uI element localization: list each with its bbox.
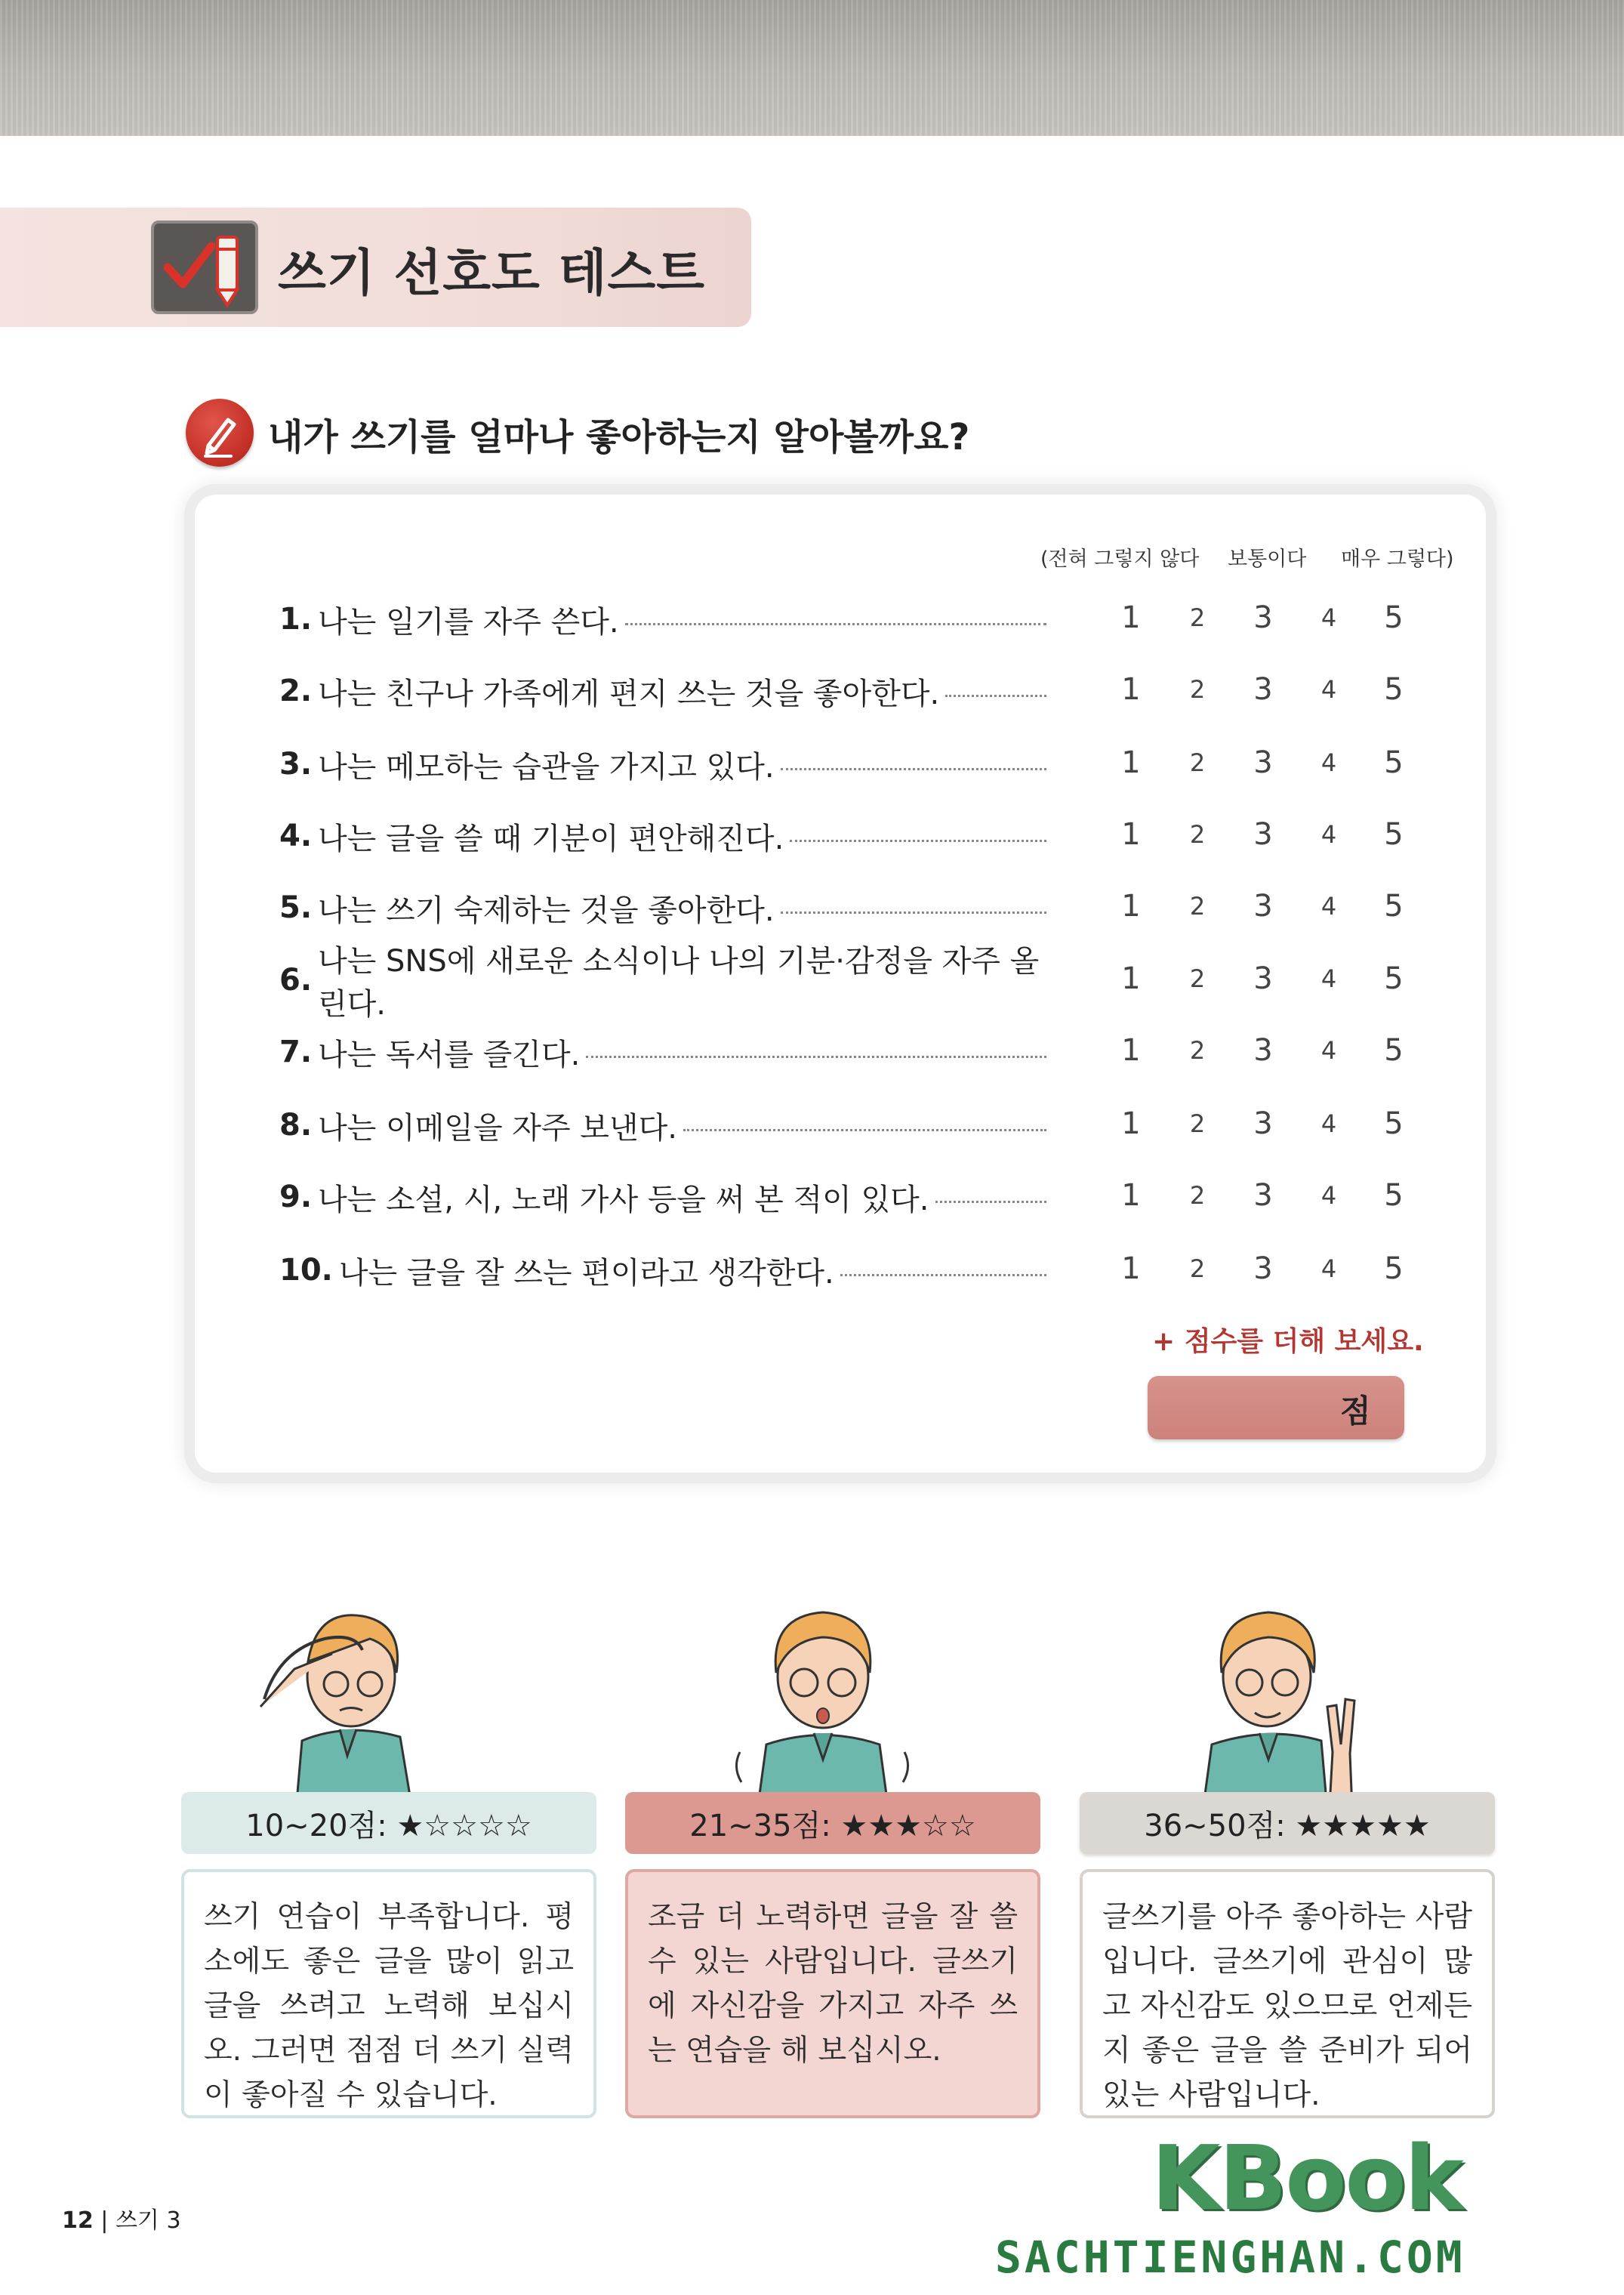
rating-option-5[interactable]: 5 <box>1384 1106 1404 1141</box>
leader-dots <box>945 695 1046 697</box>
rating-option-1[interactable]: 1 <box>1121 672 1141 707</box>
survey-item-text: 나는 소설, 시, 노래 가사 등을 써 본 적이 있다. <box>318 1182 929 1217</box>
rating-option-2[interactable]: 2 <box>1189 820 1206 849</box>
rating-option-5[interactable]: 5 <box>1384 961 1404 996</box>
score-unit: 점 <box>1340 1393 1371 1430</box>
survey-item-text: 나는 쓰기 숙제하는 것을 좋아한다. <box>318 893 775 928</box>
rating-option-1[interactable]: 1 <box>1121 1106 1141 1141</box>
survey-item-number: 6. <box>279 963 313 998</box>
rating-option-3[interactable]: 3 <box>1253 889 1273 924</box>
survey-item-1 <box>279 597 1049 642</box>
header-texture-band <box>0 0 1624 136</box>
survey-item-number: 3. <box>279 747 313 782</box>
rating-option-1[interactable]: 1 <box>1121 1178 1141 1213</box>
character-embarrassed <box>249 1578 445 1828</box>
leader-dots <box>625 623 1046 625</box>
survey-item-9 <box>279 1174 1049 1220</box>
rating-option-4[interactable]: 4 <box>1320 1254 1337 1283</box>
survey-item-text: 나는 메모하는 습관을 가지고 있다. <box>318 749 775 785</box>
result-text-mid: 조금 더 노력하면 글을 잘 쓸 수 있는 사람입니다. 글쓰기에 자신감을 가지고 자주 쓰는 연습을 해 보십시오. <box>625 1869 1040 2118</box>
survey-item-10 <box>279 1248 1049 1293</box>
rating-option-4[interactable]: 4 <box>1320 964 1337 993</box>
rating-option-2[interactable]: 2 <box>1189 675 1206 704</box>
survey-item-number: 9. <box>279 1180 313 1214</box>
survey-item-7 <box>279 1029 1049 1075</box>
footer-separator: | <box>100 2207 116 2234</box>
rating-option-2[interactable]: 2 <box>1189 1109 1206 1138</box>
rating-option-4[interactable]: 4 <box>1320 892 1337 921</box>
result-text-low: 쓰기 연습이 부족합니다. 평소에도 좋은 글을 많이 읽고 글을 쓰려고 노력해 보십시오. 그러면 점점 더 쓰기 실력이 좋아질 수 있습니다. <box>181 1869 596 2118</box>
rating-option-1[interactable]: 1 <box>1121 961 1141 996</box>
checklist-pencil-icon <box>151 221 258 314</box>
rating-option-4[interactable]: 4 <box>1320 1109 1337 1138</box>
rating-option-2[interactable]: 2 <box>1189 1181 1206 1210</box>
leader-dots <box>781 768 1046 770</box>
survey-item-text: 나는 글을 쓸 때 기분이 편안해진다. <box>318 821 784 856</box>
rating-option-5[interactable]: 5 <box>1384 889 1404 924</box>
survey-item-3 <box>279 742 1049 787</box>
survey-item-number: 2. <box>279 674 313 708</box>
leader-dots <box>586 1056 1046 1058</box>
rating-option-5[interactable]: 5 <box>1384 1178 1404 1213</box>
rating-option-2[interactable]: 2 <box>1189 1036 1206 1065</box>
survey-item-8 <box>279 1103 1049 1148</box>
rating-option-4[interactable]: 4 <box>1320 1181 1337 1210</box>
rating-option-2[interactable]: 2 <box>1189 964 1206 993</box>
rating-option-5[interactable]: 5 <box>1384 745 1404 780</box>
survey-item-number: 8. <box>279 1108 313 1143</box>
book-title: 쓰기 3 <box>115 2207 181 2234</box>
leader-dots <box>781 912 1046 914</box>
survey-item-text: 나는 SNS에 새로운 소식이나 나의 기분·감정을 자주 올린다. <box>318 944 1040 1022</box>
rating-option-3[interactable]: 3 <box>1253 672 1273 707</box>
watermark-brand: KBook <box>1151 2126 1462 2230</box>
pencil-badge-icon <box>186 399 254 467</box>
rating-option-5[interactable]: 5 <box>1384 817 1404 852</box>
rating-option-3[interactable]: 3 <box>1253 1251 1273 1286</box>
leader-dots <box>790 840 1046 842</box>
result-range-mid: 21~35점: ★★★☆☆ <box>625 1792 1040 1854</box>
rating-option-3[interactable]: 3 <box>1253 1178 1273 1213</box>
rating-option-5[interactable]: 5 <box>1384 600 1404 635</box>
survey-item-2 <box>279 668 1049 714</box>
leader-dots <box>683 1129 1046 1131</box>
result-text-high: 글쓰기를 아주 좋아하는 사람입니다. 글쓰기에 관심이 많고 자신감도 있으므로 언제든지 좋은 글을 쓸 준비가 되어 있는 사람입니다. <box>1080 1869 1495 2118</box>
survey-item-4 <box>279 813 1049 859</box>
rating-option-3[interactable]: 3 <box>1253 1106 1273 1141</box>
survey-item-number: 1. <box>279 602 313 637</box>
rating-option-5[interactable]: 5 <box>1384 672 1404 707</box>
scale-label-high: 매우 그렇다) <box>1341 548 1454 571</box>
rating-option-3[interactable]: 3 <box>1253 600 1273 635</box>
result-range-low: 10~20점: ★☆☆☆☆ <box>181 1792 596 1854</box>
rating-option-5[interactable]: 5 <box>1384 1251 1404 1286</box>
rating-option-5[interactable]: 5 <box>1384 1033 1404 1068</box>
survey-item-5 <box>279 885 1049 930</box>
rating-option-1[interactable]: 1 <box>1121 1033 1141 1068</box>
question-heading: 내가 쓰기를 얼마나 좋아하는지 알아볼까요? <box>268 416 970 458</box>
section-title: 쓰기 선호도 테스트 <box>278 244 706 302</box>
rating-option-2[interactable]: 2 <box>1189 748 1206 777</box>
rating-option-2[interactable]: 2 <box>1189 892 1206 921</box>
survey-item-text: 나는 일기를 자주 쓴다. <box>318 604 619 640</box>
leader-dots <box>935 1201 1047 1203</box>
rating-option-4[interactable]: 4 <box>1320 675 1337 704</box>
rating-option-1[interactable]: 1 <box>1121 889 1141 924</box>
rating-option-2[interactable]: 2 <box>1189 1254 1206 1283</box>
rating-option-3[interactable]: 3 <box>1253 1033 1273 1068</box>
result-range-high: 36~50점: ★★★★★ <box>1080 1792 1495 1854</box>
rating-option-1[interactable]: 1 <box>1121 817 1141 852</box>
rating-option-1[interactable]: 1 <box>1121 600 1141 635</box>
survey-item-number: 5. <box>279 890 313 925</box>
scale-label-mid: 보통이다 <box>1228 548 1307 571</box>
rating-option-4[interactable]: 4 <box>1320 1036 1337 1065</box>
page-footer <box>62 2201 181 2235</box>
total-prompt: + 점수를 더해 보세요. <box>1152 1326 1424 1357</box>
page-number: 12 <box>62 2207 94 2234</box>
survey-item-text: 나는 독서를 즐긴다. <box>318 1037 581 1072</box>
survey-item-text: 나는 이메일을 자주 보낸다. <box>318 1110 677 1146</box>
survey-item-6 <box>279 944 1049 1022</box>
survey-item-text: 나는 글을 잘 쓰는 편이라고 생각한다. <box>338 1255 834 1291</box>
rating-option-3[interactable]: 3 <box>1253 745 1273 780</box>
scale-label-low: (전혀 그렇지 않다 <box>1040 548 1200 571</box>
survey-item-number: 7. <box>279 1035 313 1069</box>
rating-option-1[interactable]: 1 <box>1121 1251 1141 1286</box>
character-victory <box>1178 1578 1374 1828</box>
rating-option-4[interactable]: 4 <box>1320 820 1337 849</box>
watermark-url: SACHTIENGHAN.COM <box>995 2232 1465 2283</box>
rating-option-4[interactable]: 4 <box>1320 748 1337 777</box>
survey-item-text: 나는 친구나 가족에게 편지 쓰는 것을 좋아한다. <box>318 676 940 711</box>
rating-option-2[interactable]: 2 <box>1189 603 1206 632</box>
survey-item-number: 10. <box>279 1253 333 1288</box>
rating-option-4[interactable]: 4 <box>1320 603 1337 632</box>
rating-option-3[interactable]: 3 <box>1253 817 1273 852</box>
rating-option-1[interactable]: 1 <box>1121 745 1141 780</box>
survey-item-number: 4. <box>279 819 313 853</box>
rating-option-3[interactable]: 3 <box>1253 961 1273 996</box>
character-surprised <box>725 1578 921 1828</box>
leader-dots <box>840 1274 1046 1276</box>
